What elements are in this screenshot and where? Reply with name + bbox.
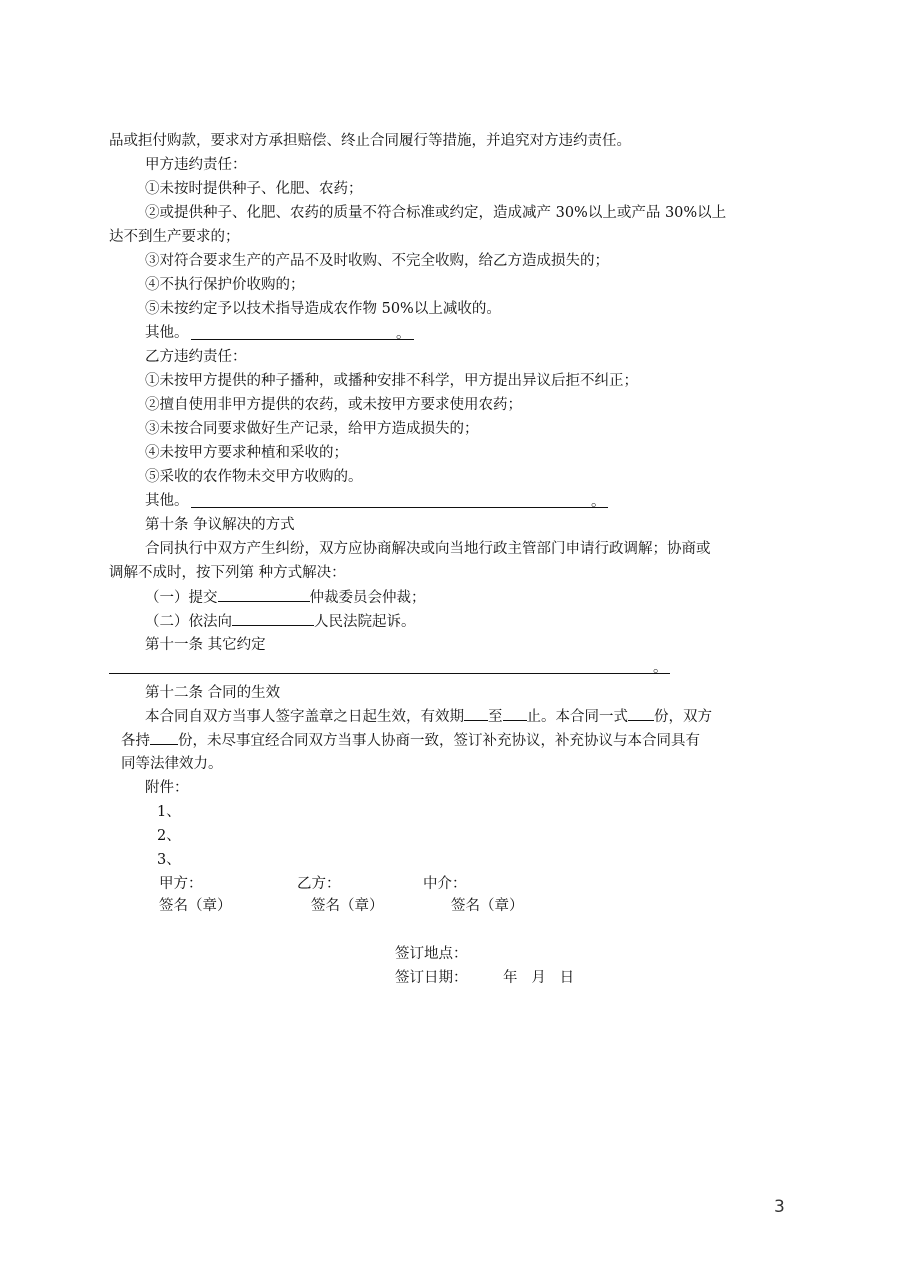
text-span: 份，未尽事宜经合同双方当事人协商一致，签订补充协议，补充协议与本合同具有 xyxy=(178,733,700,749)
attachment-item: 2、 xyxy=(157,828,181,844)
text-span: 本合同自双方当事人签字盖章之日起生效，有效期 xyxy=(145,709,464,725)
text-line: ⑤未按约定予以技术指导造成农作物 50%以上减收的。 xyxy=(145,301,501,317)
text-line: 达不到生产要求的； xyxy=(109,229,240,245)
text-span: 止。本合同一式 xyxy=(526,709,628,725)
text-line: ②擅自使用非甲方提供的农药，或未按甲方要求使用农药； xyxy=(145,397,522,413)
page-number: 3 xyxy=(774,1197,785,1217)
fill-in-blank xyxy=(150,730,178,745)
text-line: ①未按甲方提供的种子播种，或播种安排不科学，甲方提出异议后拒不纠正； xyxy=(145,373,638,389)
fill-in-blank xyxy=(191,339,414,340)
text-span: 份，双方 xyxy=(654,709,712,725)
attachments-label: 附件： xyxy=(145,780,189,796)
signing-date-value: 年 月 日 xyxy=(503,970,575,986)
text-line: 调解不成时，按下列第 种方式解决： xyxy=(109,565,346,581)
signature-label: 签名（章） xyxy=(159,898,232,914)
agent-label: 中介： xyxy=(423,876,467,892)
text-line: ①未按时提供种子、化肥、农药； xyxy=(145,181,363,197)
attachment-item: 3、 xyxy=(157,852,181,868)
text-span: 至 xyxy=(488,709,503,725)
text-span: 人民法院起诉。 xyxy=(314,614,416,630)
section-heading: 第十二条 合同的生效 xyxy=(145,685,281,701)
fill-in-blank xyxy=(191,507,608,508)
fill-in-blank xyxy=(628,706,654,721)
text-span: 仲裁委员会仲裁； xyxy=(309,590,426,606)
text-line: 合同执行中双方产生纠纷，双方应协商解决或向当地行政主管部门申请行政调解；协商或 xyxy=(145,541,711,557)
text-line: 乙方违约责任： xyxy=(145,349,247,365)
text-line: ③对符合要求生产的产品不及时收购、不完全收购，给乙方造成损失的； xyxy=(145,253,609,269)
text-line: 同等法律效力。 xyxy=(121,756,223,772)
section-heading: 第十一条 其它约定 xyxy=(145,637,266,653)
attachment-item: 1、 xyxy=(157,804,181,820)
text-line: ④未按甲方要求种植和采收的； xyxy=(145,445,348,461)
end-mark: 。 xyxy=(653,660,668,676)
text-line xyxy=(145,706,712,727)
party-a-label: 甲方： xyxy=(159,876,203,892)
text-line xyxy=(121,730,700,751)
text-span: 各持 xyxy=(121,733,150,749)
text-line: ⑤采收的农作物未交甲方收购的。 xyxy=(145,469,363,485)
text-line: ②或提供种子、化肥、农药的质量不符合标准或约定，造成减产 30%以上或产品 30%以上 xyxy=(145,205,727,221)
other-label: 其他。 xyxy=(145,325,189,341)
party-b-label: 乙方： xyxy=(297,876,341,892)
text-line xyxy=(145,611,416,632)
end-mark: 。 xyxy=(591,494,606,510)
text-line: ④不执行保护价收购的； xyxy=(145,277,305,293)
fill-in-blank xyxy=(109,673,670,674)
signature-label: 签名（章） xyxy=(451,898,524,914)
signing-date-label: 签订日期： xyxy=(395,970,468,986)
text-line: ③未按合同要求做好生产记录，给甲方造成损失的； xyxy=(145,421,479,437)
text-span: （二）依法向 xyxy=(145,614,232,630)
other-label: 其他。 xyxy=(145,493,189,509)
text-line: 品或拒付购款，要求对方承担赔偿、终止合同履行等措施，并追究对方违约责任。 xyxy=(109,133,631,149)
fill-in-blank xyxy=(232,611,314,626)
section-heading: 第十条 争议解决的方式 xyxy=(145,517,295,533)
signature-label: 签名（章） xyxy=(311,898,384,914)
fill-in-blank xyxy=(218,587,310,602)
text-line: 甲方违约责任： xyxy=(145,157,247,173)
text-span: （一）提交 xyxy=(145,590,218,606)
end-mark: 。 xyxy=(396,326,411,342)
signing-place-label: 签订地点： xyxy=(395,946,468,962)
fill-in-blank xyxy=(464,706,488,721)
fill-in-blank xyxy=(503,706,527,721)
text-line xyxy=(145,587,426,608)
